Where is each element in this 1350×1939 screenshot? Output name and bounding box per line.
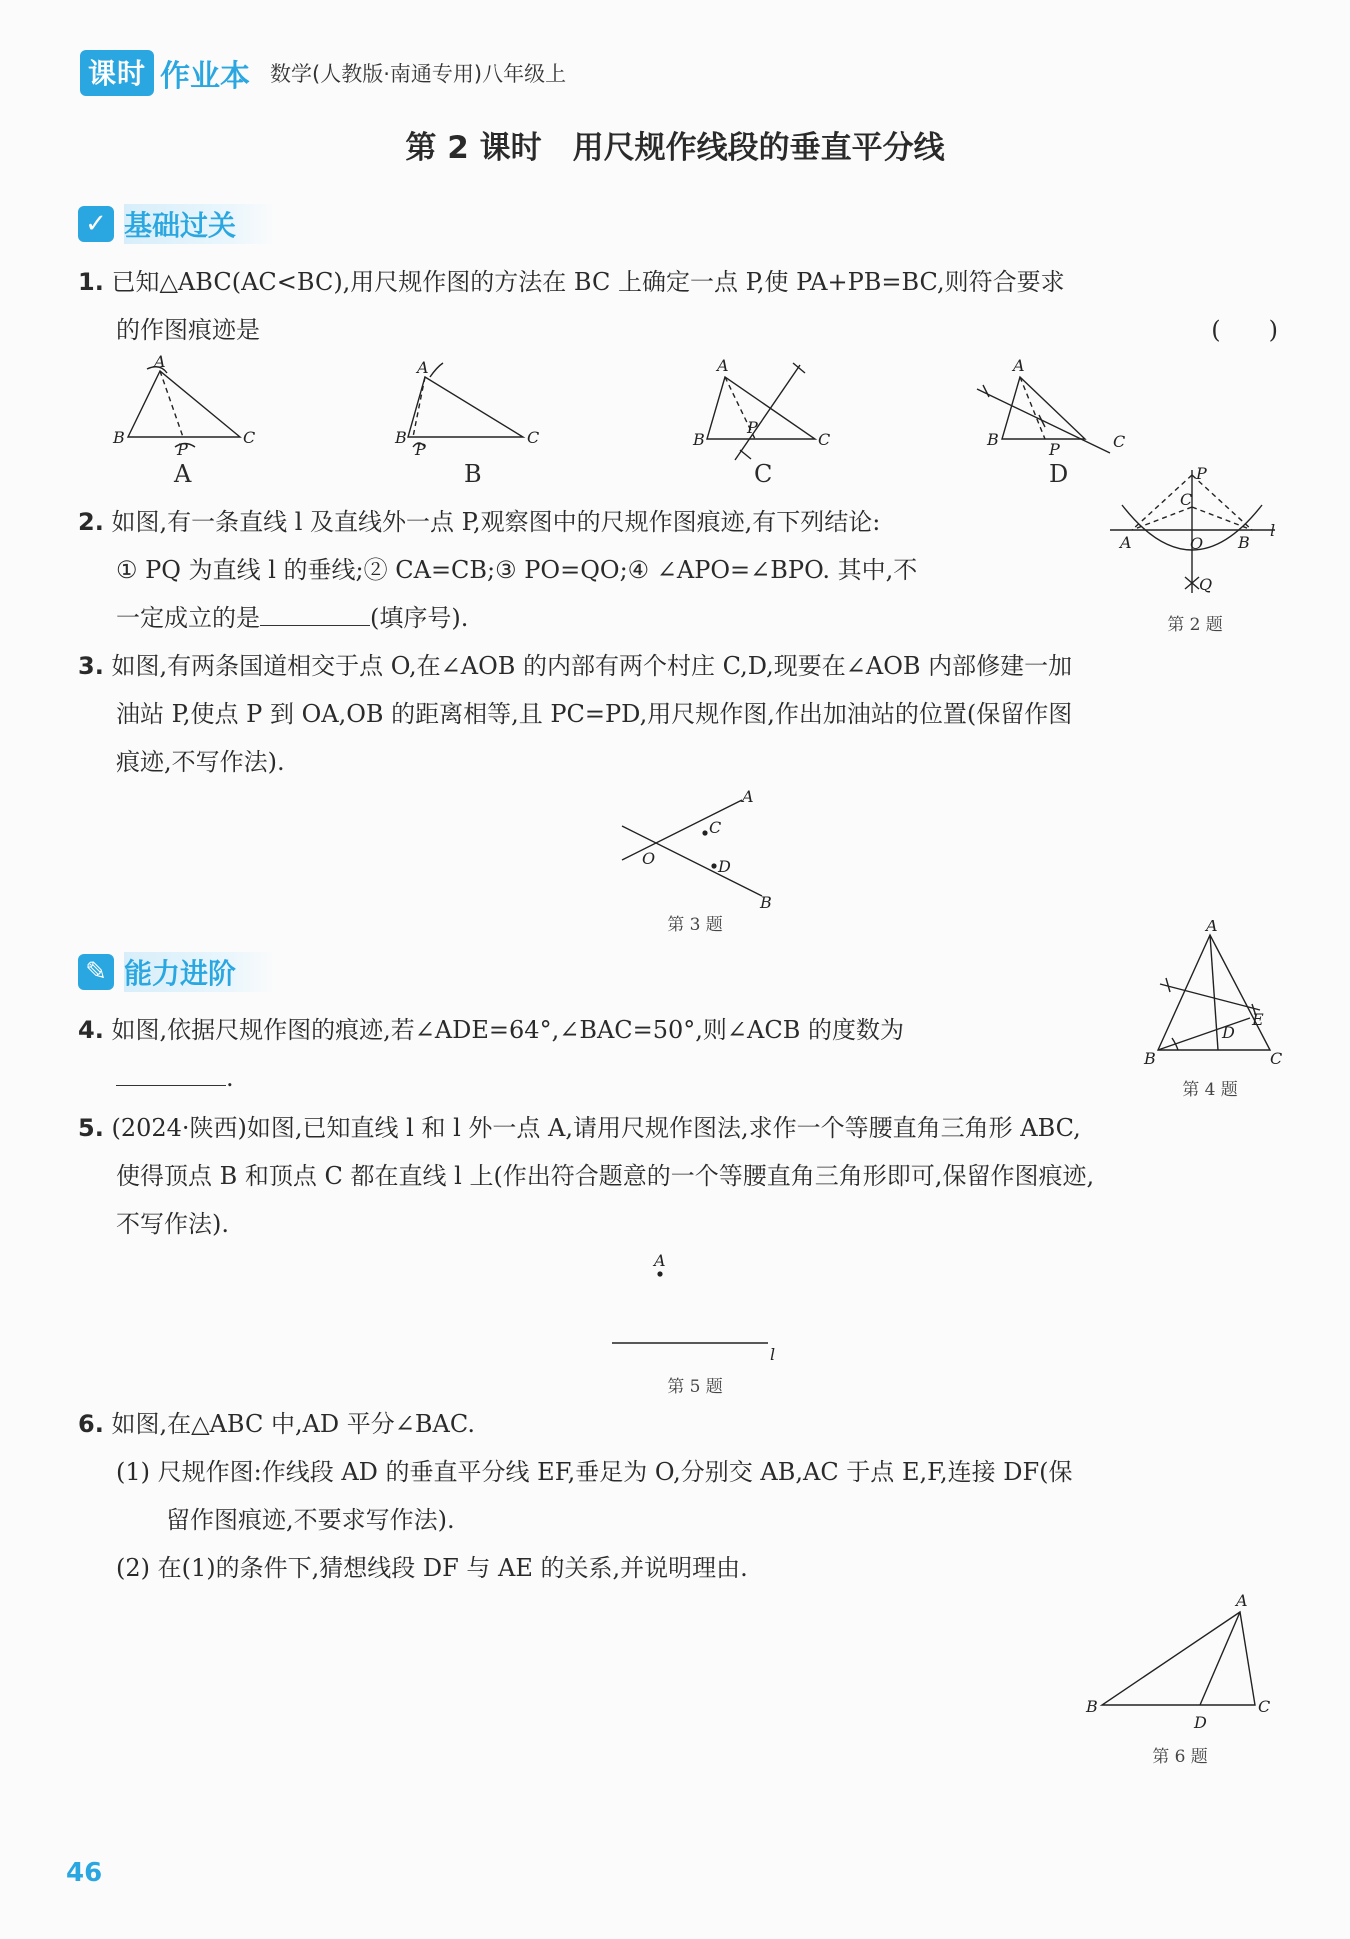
question-6 bbox=[78, 1400, 1278, 1592]
svg-text:A: A bbox=[742, 788, 754, 806]
svg-text:B: B bbox=[987, 430, 999, 449]
q1-fig-c bbox=[692, 356, 830, 460]
q4-answer-blank[interactable] bbox=[116, 1059, 226, 1086]
svg-text:E: E bbox=[1252, 1010, 1264, 1029]
svg-text:B: B bbox=[693, 430, 705, 449]
svg-text:P: P bbox=[747, 418, 758, 437]
q3-caption: 第 3 题 bbox=[667, 915, 723, 935]
q2-caption: 第 2 题 bbox=[1167, 615, 1223, 635]
svg-text:l: l bbox=[1270, 521, 1276, 540]
question-4 bbox=[78, 1006, 1138, 1102]
svg-text:A: A bbox=[1013, 356, 1025, 375]
q2-figure bbox=[1110, 465, 1285, 600]
q5-figure bbox=[600, 1250, 800, 1370]
section-basic bbox=[78, 202, 276, 246]
question-1 bbox=[78, 258, 1278, 354]
q5-number: 5. bbox=[78, 1114, 104, 1142]
q6-line1: 如图,在△ABC 中,AD 平分∠BAC. bbox=[111, 1410, 476, 1438]
q4-caption: 第 4 题 bbox=[1182, 1080, 1238, 1100]
svg-text:A: A bbox=[154, 355, 166, 371]
q4-line1: 如图,依据尺规作图的痕迹,若∠ADE=64°,∠BAC=50°,则∠ACB 的度数为 bbox=[111, 1016, 904, 1044]
svg-text:Q: Q bbox=[1199, 575, 1213, 594]
brand-badge: 课时 bbox=[80, 50, 154, 96]
lesson-title: 第 2 课时 用尺规作线段的垂直平分线 bbox=[405, 130, 945, 166]
q6-part1b: 留作图痕迹,不要求写作法). bbox=[166, 1506, 455, 1534]
svg-text:A: A bbox=[1236, 1591, 1248, 1610]
svg-text:B: B bbox=[1086, 1697, 1098, 1716]
svg-text:C: C bbox=[1258, 1697, 1271, 1716]
q2-line3-post: (填序号). bbox=[370, 604, 469, 632]
pencil-icon: ✎ bbox=[78, 954, 114, 990]
question-5 bbox=[78, 1104, 1278, 1248]
header-logo bbox=[80, 52, 566, 94]
q2-line3-pre: 一定成立的是 bbox=[116, 604, 260, 632]
svg-text:A: A bbox=[1120, 533, 1132, 552]
q3-figure bbox=[612, 788, 782, 908]
q1-option-b[interactable]: B bbox=[464, 460, 482, 488]
q5-line2: 使得顶点 B 和顶点 C 都在直线 l 上(作出符合题意的一个等腰直角三角形即可,保留作图痕迹, bbox=[116, 1162, 1095, 1190]
q6-part2: (2) 在(1)的条件下,猜想线段 DF 与 AE 的关系,并说明理由. bbox=[116, 1554, 748, 1582]
svg-text:D: D bbox=[1194, 1713, 1207, 1732]
q5-caption: 第 5 题 bbox=[667, 1377, 723, 1397]
q1-option-a[interactable]: A bbox=[174, 460, 192, 488]
svg-text:A: A bbox=[717, 356, 729, 375]
svg-text:B: B bbox=[1144, 1049, 1156, 1068]
q1-answer-paren: ( ) bbox=[1211, 316, 1278, 344]
q6-number: 6. bbox=[78, 1410, 104, 1438]
q3-line3: 痕迹,不写作法). bbox=[116, 748, 285, 776]
svg-text:B: B bbox=[1238, 533, 1250, 552]
svg-text:P: P bbox=[1196, 465, 1207, 483]
q4-number: 4. bbox=[78, 1016, 104, 1044]
svg-text:D: D bbox=[718, 857, 731, 876]
svg-text:C: C bbox=[709, 818, 722, 837]
section-basic-label: 基础过关 bbox=[124, 204, 276, 244]
q3-line2: 油站 P,使点 P 到 OA,OB 的距离相等,且 PC=PD,用尺规作图,作出加油站的位置(保留作图 bbox=[116, 700, 1073, 728]
svg-text:C: C bbox=[1113, 432, 1126, 451]
q1-fig-a bbox=[112, 355, 255, 459]
svg-text:l: l bbox=[770, 1345, 776, 1364]
svg-text:A: A bbox=[417, 358, 429, 377]
svg-text:B: B bbox=[113, 428, 125, 447]
svg-text:C: C bbox=[243, 428, 256, 447]
svg-text:A: A bbox=[654, 1251, 666, 1270]
q1-option-d[interactable]: D bbox=[1049, 460, 1069, 488]
q1-option-labels bbox=[105, 460, 1145, 490]
svg-text:B: B bbox=[760, 893, 772, 908]
q6-part1a: (1) 尺规作图:作线段 AD 的垂直平分线 EF,垂足为 O,分别交 AB,AC 于点 E,F,连接 DF(保 bbox=[116, 1458, 1073, 1486]
checkbox-icon: ✓ bbox=[78, 206, 114, 242]
q1-option-c[interactable]: C bbox=[754, 460, 773, 488]
q2-answer-blank[interactable] bbox=[260, 599, 370, 626]
q4-line2-post: . bbox=[226, 1064, 234, 1092]
section-advanced bbox=[78, 950, 276, 994]
q2-number: 2. bbox=[78, 508, 104, 536]
q1-fig-b bbox=[394, 358, 539, 459]
svg-text:O: O bbox=[1190, 534, 1204, 553]
q3-number: 3. bbox=[78, 652, 104, 680]
subject-label: 数学(人教版·南通专用)八年级上 bbox=[270, 62, 567, 86]
svg-text:P: P bbox=[415, 440, 426, 459]
svg-text:C: C bbox=[1270, 1049, 1283, 1068]
svg-text:P: P bbox=[177, 440, 188, 459]
svg-text:C: C bbox=[527, 428, 540, 447]
q2-line2: ① PQ 为直线 l 的垂线;② CA=CB;③ PO=QO;④ ∠APO=∠BPO. 其中,不 bbox=[116, 556, 918, 584]
q5-line1: (2024·陕西)如图,已知直线 l 和 l 外一点 A,请用尺规作图法,求作一个等腰直角三角形 ABC, bbox=[111, 1114, 1081, 1142]
svg-text:A: A bbox=[1206, 920, 1218, 935]
q6-figure bbox=[1080, 1590, 1280, 1740]
question-2 bbox=[78, 498, 1118, 642]
svg-text:B: B bbox=[395, 428, 407, 447]
svg-text:C: C bbox=[1180, 490, 1193, 509]
svg-text:P: P bbox=[1049, 440, 1060, 459]
question-3 bbox=[78, 642, 1278, 786]
svg-text:D: D bbox=[1222, 1023, 1235, 1042]
q6-caption: 第 6 题 bbox=[1152, 1747, 1208, 1767]
q4-figure bbox=[1140, 920, 1290, 1070]
q3-line1: 如图,有两条国道相交于点 O,在∠AOB 的内部有两个村庄 C,D,现要在∠AOB 内部修建一加 bbox=[111, 652, 1073, 680]
q1-fig-d bbox=[977, 356, 1125, 459]
svg-text:C: C bbox=[818, 430, 831, 449]
q1-number: 1. bbox=[78, 268, 104, 296]
svg-text:O: O bbox=[642, 849, 656, 868]
q2-line1: 如图,有一条直线 l 及直线外一点 P,观察图中的尺规作图痕迹,有下列结论: bbox=[111, 508, 881, 536]
q1-line2: 的作图痕迹是 bbox=[116, 316, 260, 344]
section-advanced-label: 能力进阶 bbox=[124, 952, 276, 992]
q1-line1: 已知△ABC(AC<BC),用尺规作图的方法在 BC 上确定一点 P,使 PA+PB=BC,则符合要求 bbox=[111, 268, 1065, 296]
page-number: 46 bbox=[66, 1858, 103, 1888]
brand-name: 作业本 bbox=[160, 59, 251, 94]
q5-line3: 不写作法). bbox=[116, 1210, 229, 1238]
